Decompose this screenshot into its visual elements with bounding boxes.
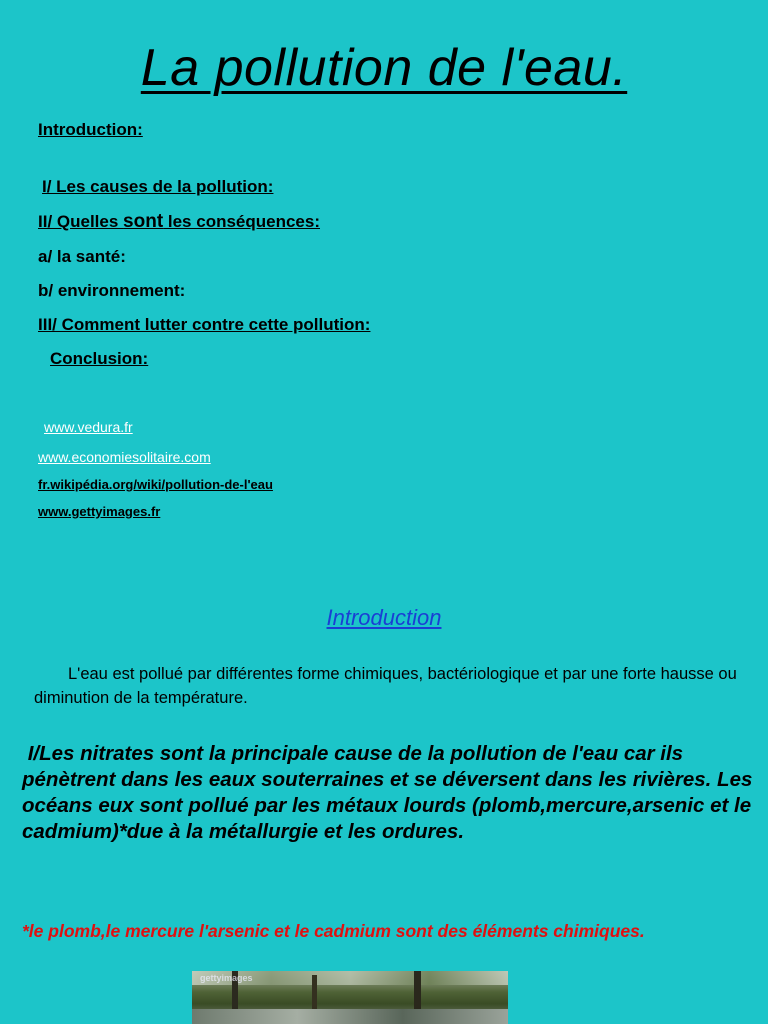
toc-sante: a/ la santé: <box>38 247 126 266</box>
toc-conclusion[interactable] <box>38 349 148 369</box>
link-vedura[interactable] <box>38 419 133 435</box>
toc-consequences-mid: sont <box>123 211 164 232</box>
footnote-text: *le plomb,le mercure l'arsenic et le cadmium sont des éléments chimiques. <box>22 921 645 941</box>
toc-causes[interactable] <box>38 177 273 197</box>
causes-paragraph <box>22 741 757 845</box>
toc-introduction[interactable]: Introduction: <box>38 120 143 139</box>
photo-watermark: gettyimages <box>200 973 253 983</box>
link-wikipedia[interactable]: fr.wikipédia.org/wiki/pollution-de-l'eau <box>38 477 273 492</box>
toc-consequences-pre: II/ Quelles <box>38 212 124 231</box>
toc-environnement: b/ environnement: <box>38 281 186 300</box>
link-economiesolitaire[interactable]: www.economiesolitaire.com <box>38 449 211 465</box>
toc-consequences[interactable] <box>38 211 320 233</box>
toc-lutter[interactable]: III/ Comment lutter contre cette pollution: <box>38 315 371 334</box>
introduction-text: L'eau est pollué par différentes forme chimiques, bactériologique et par une forte hausse ou diminution de la température. <box>34 665 737 707</box>
toc-consequences-post: les conséquences: <box>163 212 320 231</box>
introduction-paragraph <box>34 662 754 710</box>
river-photo <box>192 971 508 1024</box>
introduction-heading[interactable]: Introduction <box>326 605 442 630</box>
toc-conclusion-label: Conclusion: <box>50 349 149 368</box>
toc-causes-label: I/ Les causes de la pollution: <box>42 177 274 196</box>
causes-text: I/Les nitrates sont la principale cause de la pollution de l'eau car ils pénètrent dans les eaux souterraines et se déversent dans les rivières. Les océans eux sont pollué par les métaux lourds (plomb,mercure,arsenic et le cadmium)*due à la métallurgie et les ordures. <box>22 742 753 843</box>
page-title: La pollution de l'eau. <box>140 39 628 97</box>
link-vedura-label: www.vedura.fr <box>44 419 133 435</box>
link-gettyimages[interactable]: www.gettyimages.fr <box>38 504 161 519</box>
